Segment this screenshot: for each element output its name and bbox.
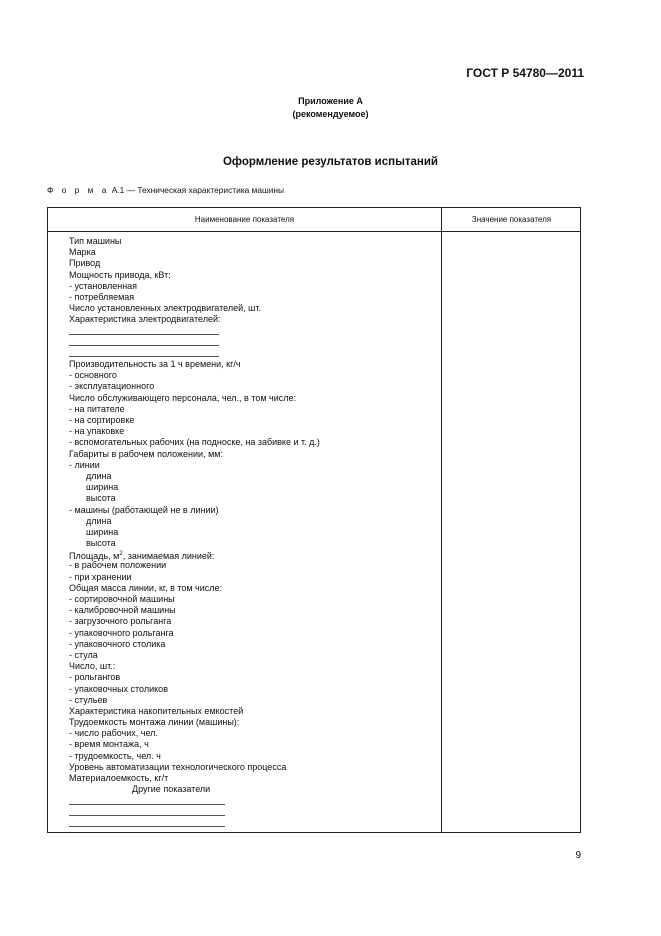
table-row: Привод bbox=[69, 258, 101, 269]
table-row: - потребляемая bbox=[69, 291, 135, 302]
table-row: ширина bbox=[86, 526, 119, 537]
table-row: Тип машины bbox=[69, 236, 122, 246]
table-row: - на питателе bbox=[69, 403, 125, 414]
table-row: - на упаковке bbox=[69, 426, 125, 437]
table-row: - стульев bbox=[69, 694, 108, 705]
table-row: Производительность за 1 ч времени, кг/ч bbox=[69, 359, 241, 370]
table-row: Число обслуживающего персонала, чел., в том числе: bbox=[69, 392, 297, 403]
table-row: Характеристика накопительных емкостей bbox=[69, 705, 244, 716]
characteristics-table bbox=[47, 207, 581, 833]
table-row: Число, шт.: bbox=[69, 661, 116, 672]
column-header-value: Значение показателя bbox=[471, 215, 552, 224]
table-row: - время монтажа, ч bbox=[69, 739, 149, 750]
table-row: - рольгангов bbox=[69, 672, 121, 683]
blank-entry-line bbox=[69, 807, 437, 818]
form-caption-text: А.1 — Техническая характеристика машины bbox=[111, 185, 285, 195]
table-row: Материалоемкость, кг/т bbox=[69, 773, 169, 783]
table-row: - линии bbox=[69, 459, 100, 470]
table-row: - калибровочной машины bbox=[69, 605, 176, 616]
table-row: - на сортировке bbox=[69, 415, 135, 425]
table-row: - число рабочих, чел. bbox=[69, 728, 158, 739]
form-caption-prefix: Ф о р м а bbox=[47, 185, 110, 195]
table-row: - эксплуатационного bbox=[69, 381, 155, 392]
table-row: Число установленных электродвигателей, шт. bbox=[69, 303, 261, 314]
header-divider bbox=[48, 231, 580, 232]
table-row: - сортировочной машины bbox=[69, 594, 175, 604]
table-row: - упаковочных столиков bbox=[69, 683, 168, 694]
table-row: - вспомогательных рабочих (на подноске, на забивке и т. д.) bbox=[69, 437, 320, 448]
appendix-title: Приложение А bbox=[298, 96, 363, 106]
indicator-list bbox=[69, 236, 437, 829]
page-number: 9 bbox=[575, 850, 581, 861]
section-heading: Оформление результатов испытаний bbox=[222, 156, 439, 168]
table-row: ширина bbox=[86, 482, 119, 493]
table-row: Габариты в рабочем положении, мм: bbox=[69, 448, 223, 459]
table-row: длина bbox=[86, 515, 112, 526]
area-label: Площадь, м bbox=[69, 551, 120, 562]
table-row: Характеристика электродвигателей: bbox=[69, 314, 221, 325]
blank-entry-line bbox=[69, 348, 437, 359]
table-row: Трудоемкость монтажа линии (машины): bbox=[69, 717, 240, 728]
table-row: длина bbox=[86, 470, 112, 481]
standard-id: ГОСТ Р 54780—2011 bbox=[466, 66, 584, 80]
table-row: высота bbox=[86, 493, 116, 504]
table-row: высота bbox=[86, 538, 116, 549]
appendix-type: (рекомендуемое) bbox=[292, 109, 369, 119]
blank-entry-line bbox=[69, 326, 437, 337]
blank-entry-line bbox=[69, 818, 437, 829]
table-row: Мощность привода, кВт: bbox=[69, 269, 171, 280]
blank-entry-line bbox=[69, 795, 437, 806]
table-row: - при хранении bbox=[69, 571, 132, 582]
table-row: - стула bbox=[69, 649, 98, 660]
area-superscript: 2 bbox=[119, 551, 123, 558]
table-row: - основного bbox=[69, 370, 117, 381]
table-row: Общая масса линии, кг, в том числе: bbox=[69, 582, 223, 593]
table-row: - упаковочного рольганга bbox=[69, 627, 174, 638]
table-row bbox=[69, 549, 437, 560]
table-row: - упаковочного столика bbox=[69, 638, 166, 649]
form-caption bbox=[47, 185, 284, 195]
table-row: Другие показатели bbox=[132, 784, 211, 795]
table-row: - загрузочного рольганга bbox=[69, 616, 172, 627]
appendix-header bbox=[0, 95, 661, 121]
blank-entry-line bbox=[69, 337, 437, 348]
column-divider bbox=[441, 208, 442, 832]
table-row: - в рабочем положении bbox=[69, 560, 167, 571]
table-row: - трудоемкость, чел. ч bbox=[69, 750, 161, 761]
table-row: - машины (работающей не в линии) bbox=[69, 504, 219, 515]
area-label-rest: , занимаемая линией: bbox=[122, 551, 215, 562]
table-row: - установленная bbox=[69, 280, 138, 291]
table-row: Марка bbox=[69, 247, 96, 258]
column-header-name: Наименование показателя bbox=[194, 215, 295, 224]
table-row: Уровень автоматизации технологического процесса bbox=[69, 761, 287, 772]
